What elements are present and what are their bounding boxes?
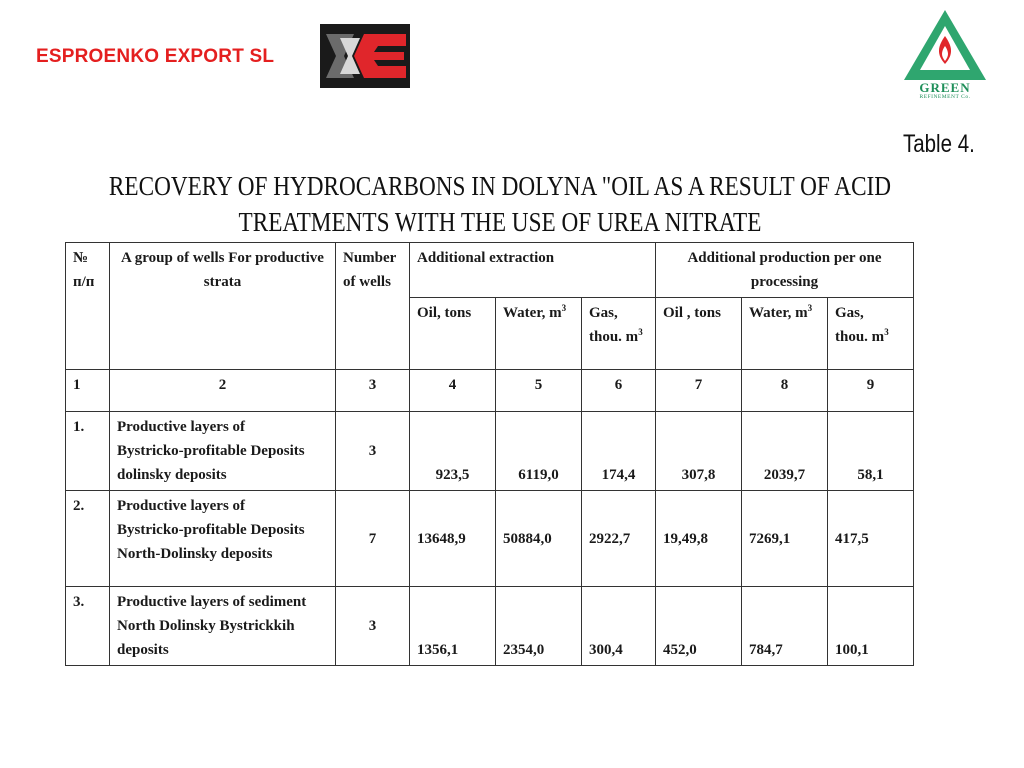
header-water2-unit: 3 xyxy=(807,303,813,313)
row-water-per-processing: 2039,7 xyxy=(742,412,828,491)
header-water-unit: 3 xyxy=(561,303,567,313)
row-water: 2354,0 xyxy=(496,587,582,666)
row-wells: 3 xyxy=(336,412,410,491)
row-water-per-processing: 784,7 xyxy=(742,587,828,666)
green-logo-subtext: REFINEMENT Co. xyxy=(919,94,971,100)
header-oil: Oil, tons xyxy=(410,298,496,370)
header-gas-unit: 3 xyxy=(638,327,643,337)
header-wells-line2: of wells xyxy=(343,274,391,290)
row-water: 6119,0 xyxy=(496,412,582,491)
header-gas-line1: Gas, xyxy=(589,305,618,321)
row-oil: 1356,1 xyxy=(410,587,496,666)
header-gas2-line1: Gas, xyxy=(835,305,864,321)
row-oil-per-processing: 307,8 xyxy=(656,412,742,491)
row-num: 2. xyxy=(66,491,110,587)
header-oil-per-processing: Oil , tons xyxy=(656,298,742,370)
green-logo-text: GREEN xyxy=(919,80,971,95)
col-num-2: 2 xyxy=(110,370,336,412)
company-name: ESPROENKO EXPORT SL xyxy=(36,46,275,67)
header-group: A group of wells For productive strata xyxy=(110,243,336,370)
row-oil-per-processing: 19,49,8 xyxy=(656,491,742,587)
title-line-1: RECOVERY OF HYDROCARBONS IN DOLYNA "OIL AS A RESULT OF ACID xyxy=(108,171,892,201)
header-row-1 xyxy=(66,243,914,298)
row-group-line2: North Dolinsky Bystrickkih xyxy=(117,618,295,634)
header-additional-production: Additional production per one processing xyxy=(656,243,914,298)
row-wells: 3 xyxy=(336,587,410,666)
row-group xyxy=(110,491,336,587)
header-water-per-processing xyxy=(742,298,828,370)
col-num-5: 5 xyxy=(496,370,582,412)
row-gas-per-processing: 417,5 xyxy=(828,491,914,587)
esproenko-logo-icon xyxy=(320,24,410,88)
header-num-line2: п/п xyxy=(73,274,95,290)
row-oil-per-processing: 452,0 xyxy=(656,587,742,666)
header-water-label: Water, m xyxy=(503,305,562,321)
col-num-7: 7 xyxy=(656,370,742,412)
row-group-line3: North-Dolinsky deposits xyxy=(117,546,273,562)
row-group xyxy=(110,412,336,491)
col-num-4: 4 xyxy=(410,370,496,412)
row-group-line3: dolinsky deposits xyxy=(117,467,227,483)
table-label: Table 4. xyxy=(903,130,975,158)
row-group-line1: Productive layers of xyxy=(117,419,246,435)
col-num-9: 9 xyxy=(828,370,914,412)
header-water xyxy=(496,298,582,370)
header-gas-line2: thou. m xyxy=(589,329,639,345)
row-water-per-processing: 7269,1 xyxy=(742,491,828,587)
table-row xyxy=(66,587,914,666)
row-oil: 13648,9 xyxy=(410,491,496,587)
row-group-line2: Bystricko-profitable Deposits xyxy=(117,522,305,538)
row-group-line1: Productive layers of xyxy=(117,498,246,514)
header-num xyxy=(66,243,110,370)
col-num-1: 1 xyxy=(66,370,110,412)
table-row xyxy=(66,412,914,491)
col-num-3: 3 xyxy=(336,370,410,412)
header-wells xyxy=(336,243,410,370)
col-num-8: 8 xyxy=(742,370,828,412)
header-water2-label: Water, m xyxy=(749,305,808,321)
row-water: 50884,0 xyxy=(496,491,582,587)
data-table xyxy=(65,242,914,666)
row-group-line1: Productive layers of sediment xyxy=(117,594,307,610)
header-gas-per-processing xyxy=(828,298,914,370)
row-gas: 2922,7 xyxy=(582,491,656,587)
row-oil: 923,5 xyxy=(410,412,496,491)
header-gas2-line2: thou. m xyxy=(835,329,885,345)
row-group-line2: Bystricko-profitable Deposits xyxy=(117,443,305,459)
row-group xyxy=(110,587,336,666)
title-line-2: TREATMENTS WITH THE USE OF UREA NITRATE xyxy=(238,207,762,237)
row-num: 1. xyxy=(66,412,110,491)
col-num-6: 6 xyxy=(582,370,656,412)
row-group-line3: deposits xyxy=(117,642,169,658)
row-gas: 300,4 xyxy=(582,587,656,666)
row-gas-per-processing: 100,1 xyxy=(828,587,914,666)
header-additional-extraction: Additional extraction xyxy=(410,243,656,298)
header-num-line1: № xyxy=(73,250,89,266)
header-gas2-unit: 3 xyxy=(884,327,889,337)
header-gas xyxy=(582,298,656,370)
header-wells-line1: Number xyxy=(343,250,397,266)
page-title xyxy=(104,168,895,240)
row-wells: 7 xyxy=(336,491,410,587)
row-gas-per-processing: 58,1 xyxy=(828,412,914,491)
row-gas: 174,4 xyxy=(582,412,656,491)
row-num: 3. xyxy=(66,587,110,666)
table-row xyxy=(66,491,914,587)
column-number-row xyxy=(66,370,914,412)
